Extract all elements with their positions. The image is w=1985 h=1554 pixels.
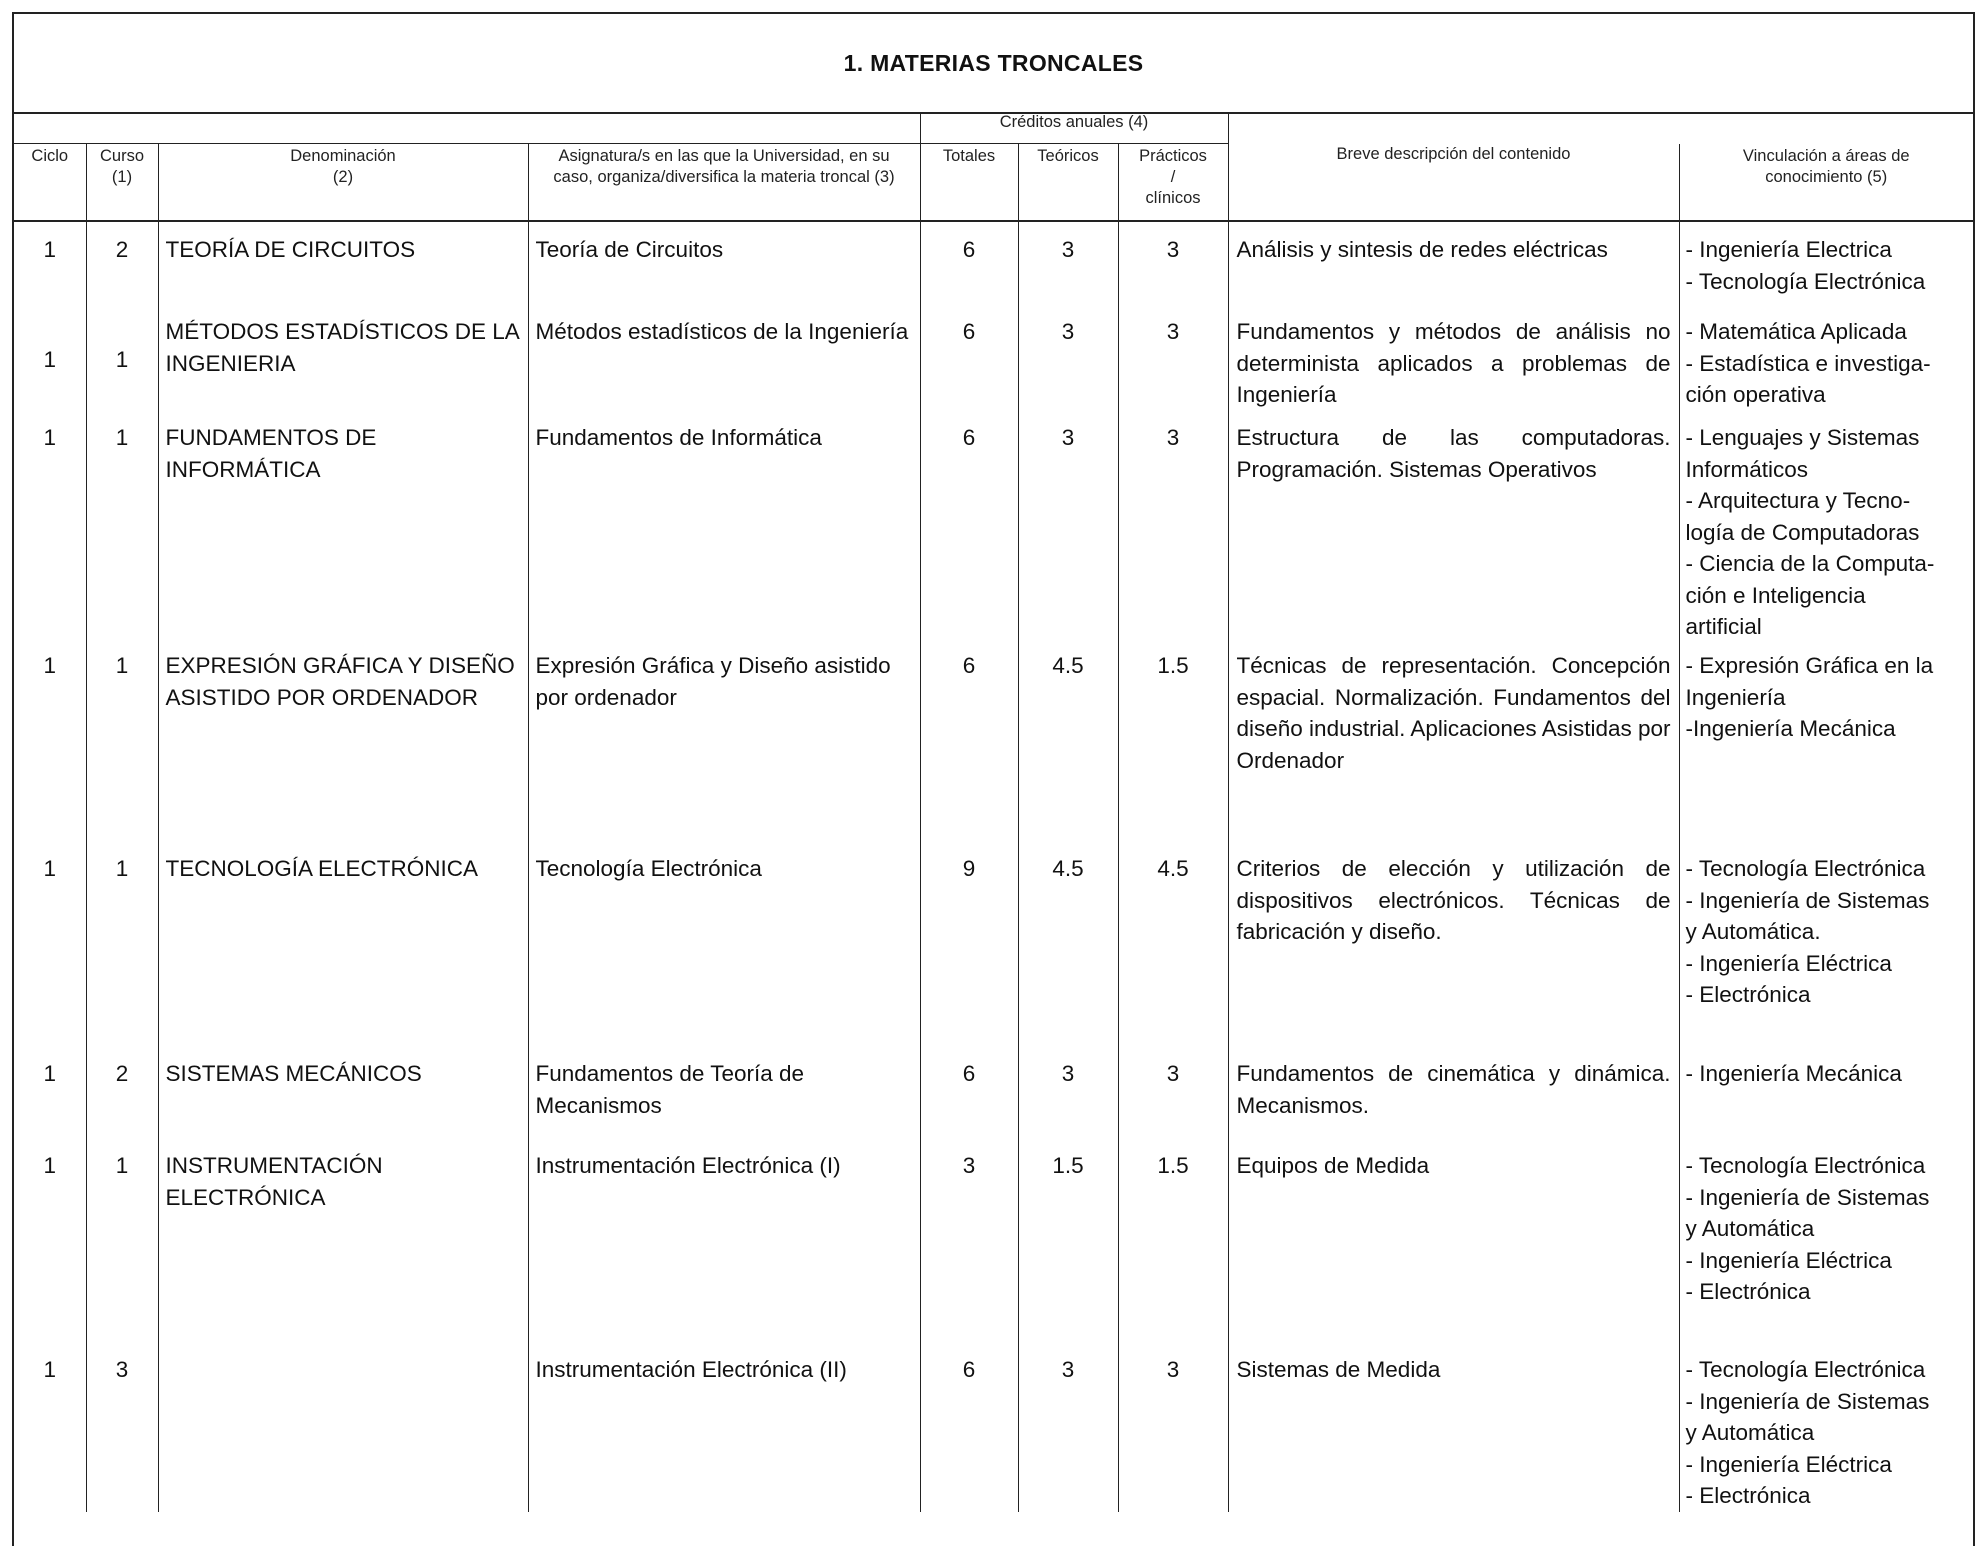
cell-ciclo: 1: [43, 237, 56, 262]
table-row: [14, 420, 1973, 648]
cell-teoricos: 3: [1018, 232, 1118, 314]
cell-totales: 6: [920, 232, 1018, 314]
header-asignaturas: Asignatura/s en las que la Universidad, en su caso, organiza/diversifica la materia troncal (3): [528, 144, 920, 222]
cell-teoricos: 3: [1018, 420, 1118, 648]
cell-descripcion: Fundamentos de cinemática y dinámica. Mecanismos.: [1228, 1056, 1679, 1148]
header-row-top: [14, 112, 1973, 144]
cell-vinculacion: - Ingeniería Mecánica: [1679, 1056, 1973, 1148]
cell-practicos: 3: [1118, 314, 1228, 420]
cell-ciclo: 1: [43, 347, 56, 372]
table-row: [14, 648, 1973, 851]
header-practicos: Prácticos / clínicos: [1118, 144, 1228, 222]
cell-asignatura: Teoría de Circuitos: [528, 232, 920, 314]
cell-ciclo: 1: [43, 1153, 56, 1178]
cell-teoricos: 3: [1018, 1056, 1118, 1148]
cell-practicos: 3: [1118, 232, 1228, 314]
cell-vinculacion: - Lenguajes y Sistemas Informáticos - Arquitectura y Tecno- logía de Computadoras - Ciencia de la Computa- ción e Inteligencia artificial: [1679, 420, 1973, 648]
cell-denominacion: INSTRUMENTACIÓN ELECTRÓNICA: [158, 1148, 528, 1352]
cell-asignatura: Expresión Gráfica y Diseño asistido por ordenador: [528, 648, 920, 851]
cell-vinculacion: - Tecnología Electrónica - Ingeniería de Sistemas y Automática - Ingeniería Eléctrica - Electrónica: [1679, 1148, 1973, 1352]
cell-totales: 6: [920, 420, 1018, 648]
cell-totales: 9: [920, 851, 1018, 1056]
cell-totales: 6: [920, 1352, 1018, 1512]
cell-teoricos: 3: [1018, 314, 1118, 420]
table-row: [14, 1352, 1973, 1512]
header-descripcion: Breve descripción del contenido: [1228, 144, 1679, 222]
header-creditos: Créditos anuales (4): [920, 112, 1228, 144]
cell-asignatura: Métodos estadísticos de la Ingeniería: [528, 314, 920, 420]
cell-ciclo: 1: [43, 1061, 56, 1086]
header-teoricos: Teóricos: [1018, 144, 1118, 222]
cell-totales: 6: [920, 648, 1018, 851]
cell-teoricos: 4.5: [1018, 648, 1118, 851]
cell-asignatura: Instrumentación Electrónica (I): [528, 1148, 920, 1352]
cell-ciclo: 1: [43, 653, 56, 678]
cell-curso: 2: [86, 1056, 158, 1148]
header-row-main: [14, 144, 1973, 222]
cell-teoricos: 4.5: [1018, 851, 1118, 1056]
cell-ciclo: 1: [43, 1357, 56, 1382]
cell-curso: 1: [86, 648, 158, 851]
cell-curso: 1: [86, 1148, 158, 1352]
cell-asignatura: Instrumentación Electrónica (II): [528, 1352, 920, 1512]
cell-teoricos: 1.5: [1018, 1148, 1118, 1352]
cell-curso: 1: [86, 314, 158, 420]
table-row: [14, 1148, 1973, 1352]
cell-curso: 3: [86, 1352, 158, 1512]
header-ciclo: Ciclo: [14, 144, 86, 222]
page-title: 1. MATERIAS TRONCALES: [14, 14, 1973, 114]
cell-curso: 1: [86, 851, 158, 1056]
cell-practicos: 3: [1118, 1056, 1228, 1148]
cell-descripcion: Técnicas de representación. Concepción espacial. Normalización. Fundamentos del diseño industrial. Aplicaciones Asistidas por Ordenador: [1228, 648, 1679, 851]
cell-denominacion: FUNDAMENTOS DE INFORMÁTICA: [158, 420, 528, 648]
header-spacer-right: [1228, 112, 1973, 144]
cell-vinculacion: - Ingeniería Electrica - Tecnología Electrónica: [1679, 232, 1973, 314]
cell-descripcion: Equipos de Medida: [1228, 1148, 1679, 1352]
materias-table: [14, 112, 1973, 1512]
table-row: [14, 232, 1973, 314]
cell-ciclo: 1: [43, 425, 56, 450]
header-curso: Curso (1): [86, 144, 158, 222]
cell-descripcion: Análisis y sintesis de redes eléctricas: [1228, 232, 1679, 314]
cell-vinculacion: - Matemática Aplicada - Estadística e investiga- ción operativa: [1679, 314, 1973, 420]
cell-ciclo: 1: [43, 856, 56, 881]
cell-descripcion: Fundamentos y métodos de análisis no determinista aplicados a problemas de Ingeniería: [1228, 314, 1679, 420]
cell-curso: 2: [86, 232, 158, 314]
cell-denominacion: TEORÍA DE CIRCUITOS: [158, 232, 528, 314]
header-vinculacion: Vinculación a áreas de conocimiento (5): [1679, 144, 1973, 222]
header-spacer: [14, 112, 920, 144]
cell-teoricos: 3: [1018, 1352, 1118, 1512]
cell-denominacion: MÉTODOS ESTADÍSTICOS DE LA INGENIERIA: [158, 314, 528, 420]
cell-asignatura: Fundamentos de Teoría de Mecanismos: [528, 1056, 920, 1148]
cell-descripcion: Criterios de elección y utilización de dispositivos electrónicos. Técnicas de fabricación y diseño.: [1228, 851, 1679, 1056]
cell-denominacion: EXPRESIÓN GRÁFICA Y DISEÑO ASISTIDO POR ORDENADOR: [158, 648, 528, 851]
cell-totales: 6: [920, 314, 1018, 420]
cell-totales: 6: [920, 1056, 1018, 1148]
cell-denominacion: SISTEMAS MECÁNICOS: [158, 1056, 528, 1148]
header-denominacion: Denominación (2): [158, 144, 528, 222]
cell-denominacion: [158, 1352, 528, 1512]
document-sheet: [12, 12, 1975, 1546]
cell-asignatura: Tecnología Electrónica: [528, 851, 920, 1056]
cell-practicos: 1.5: [1118, 1148, 1228, 1352]
cell-vinculacion: - Tecnología Electrónica - Ingeniería de Sistemas y Automática - Ingeniería Eléctrica - Electrónica: [1679, 1352, 1973, 1512]
cell-practicos: 4.5: [1118, 851, 1228, 1056]
table-row: [14, 314, 1973, 420]
cell-practicos: 3: [1118, 420, 1228, 648]
cell-totales: 3: [920, 1148, 1018, 1352]
cell-practicos: 1.5: [1118, 648, 1228, 851]
cell-vinculacion: - Tecnología Electrónica - Ingeniería de Sistemas y Automática. - Ingeniería Eléctrica - Electrónica: [1679, 851, 1973, 1056]
cell-vinculacion: - Expresión Gráfica en la Ingeniería -Ingeniería Mecánica: [1679, 648, 1973, 851]
cell-descripcion: Estructura de las computadoras. Programación. Sistemas Operativos: [1228, 420, 1679, 648]
cell-curso: 1: [86, 420, 158, 648]
table-row: [14, 851, 1973, 1056]
cell-denominacion: TECNOLOGÍA ELECTRÓNICA: [158, 851, 528, 1056]
header-gap: [14, 221, 1973, 232]
header-totales: Totales: [920, 144, 1018, 222]
cell-descripcion: Sistemas de Medida: [1228, 1352, 1679, 1512]
table-row: [14, 1056, 1973, 1148]
cell-asignatura: Fundamentos de Informática: [528, 420, 920, 648]
cell-practicos: 3: [1118, 1352, 1228, 1512]
